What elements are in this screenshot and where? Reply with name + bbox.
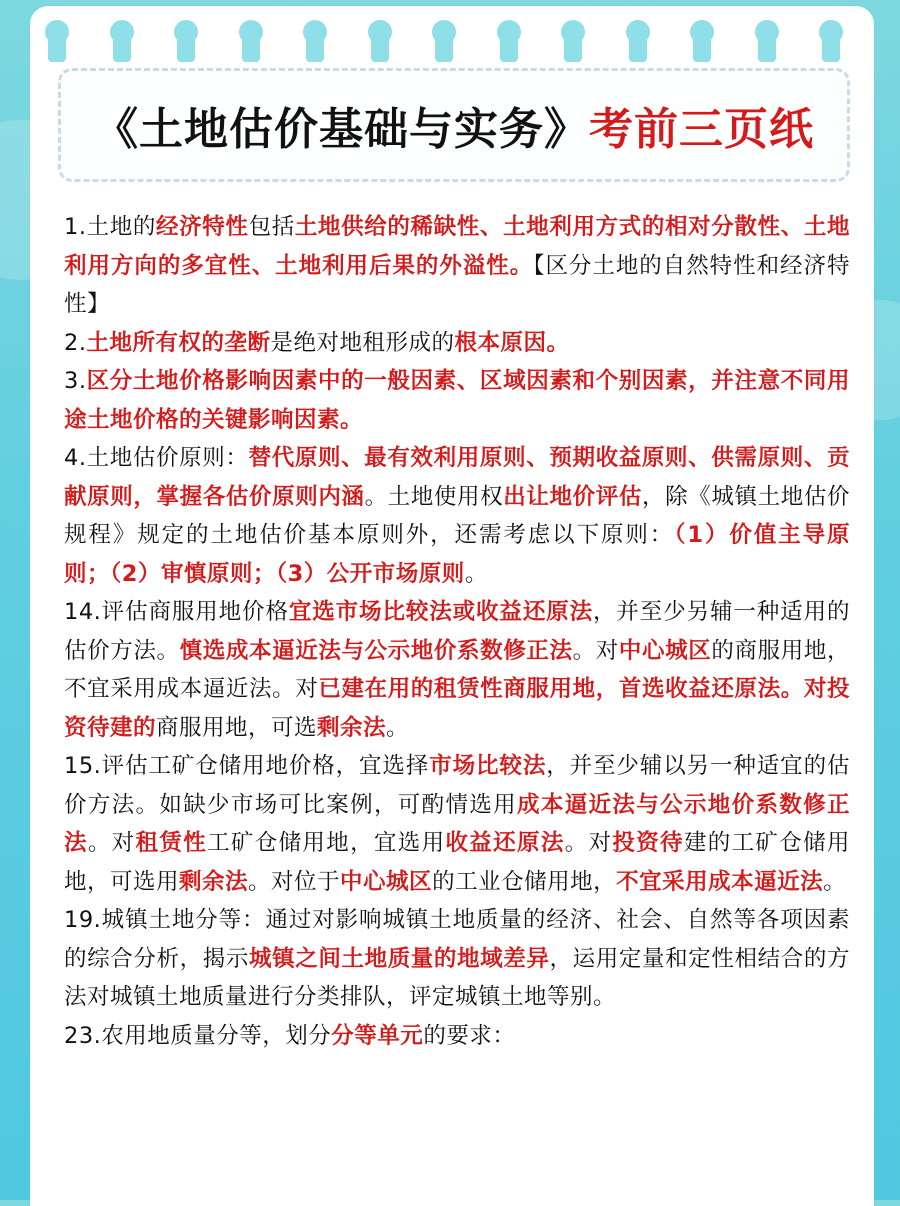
highlighted-text: 土地供给的稀缺性、土地利用方式的相对分散性、土地利用方向的多宜性、土地利用后果的外溢性。 [64, 214, 850, 279]
highlighted-text: 城镇之间土地质量的地域差异 [248, 945, 550, 972]
highlighted-text: 已建在用的租赁性商服用地，首选收益还原法。对投资待建的 [64, 676, 850, 741]
body-text: 。 [464, 560, 488, 587]
note-paragraph [64, 901, 850, 1017]
body-text: 的要求： [423, 1022, 516, 1049]
body-text: 商服用地，可选 [156, 714, 318, 741]
highlighted-text: 成本逼近法与公示地价系数修正法 [64, 791, 850, 856]
body-text: 。土地使用权 [364, 483, 504, 510]
note-paragraph [64, 747, 850, 901]
highlighted-text: 根本原因。 [454, 329, 570, 356]
binder-hole [44, 6, 70, 66]
body-text: 包括 [248, 214, 295, 240]
body-text: 建的工矿仓储用地，可选用 [64, 830, 850, 895]
highlighted-text: 投资待 [612, 830, 684, 856]
binder-hole [689, 6, 715, 66]
body-text: 是绝对地租形成的 [270, 329, 455, 356]
binder-hole [302, 6, 328, 66]
highlighted-text: 经济特性 [156, 214, 249, 240]
binder-hole [754, 6, 780, 66]
body-text: 的工业仓储用地， [432, 868, 617, 895]
body-text: 。 [823, 868, 847, 895]
page-title-main: 《土地估价基础与实务》 [94, 104, 589, 155]
note-paragraph [64, 208, 850, 324]
highlighted-text: 中心城区 [340, 868, 433, 895]
binder-hole [238, 6, 264, 66]
binder-hole [560, 6, 586, 66]
body-text: 工矿仓储用地，宜选用 [207, 830, 446, 856]
binder-hole [173, 6, 199, 66]
body-text: 4.土地估价原则： [64, 445, 249, 471]
title-box [58, 68, 850, 182]
body-text: 14.评估商服用地价格 [64, 599, 289, 625]
body-text: 。对 [564, 830, 613, 856]
binder-hole [367, 6, 393, 66]
highlighted-text: 市场比较法 [429, 753, 547, 779]
page-title [94, 93, 814, 157]
highlighted-text: 出让地价评估 [503, 483, 642, 510]
highlighted-text: 土地所有权的垄断 [86, 329, 271, 356]
note-paragraph [64, 324, 850, 363]
body-text: 19.城镇土地分等：通过对影响城镇土地质量的经济、社会、自然等各项因素的综合分析，揭示 [64, 907, 850, 972]
binder-hole [625, 6, 651, 66]
highlighted-text: 收益还原法 [445, 830, 565, 856]
highlighted-text: （1）价值主导原则；（2）审慎原则；（3）公开市场原则 [64, 522, 850, 587]
body-text: 23.农用地质量分等，划分 [64, 1022, 332, 1049]
highlighted-text: 中心城区 [618, 637, 712, 664]
binder-holes [30, 6, 874, 76]
body-text: 。对位于 [248, 868, 341, 895]
highlighted-text: 慎选成本逼近法与公示地价系数修正法 [179, 637, 573, 664]
note-paragraph [64, 593, 850, 747]
body-text: 3. [64, 368, 87, 394]
note-paragraph [64, 439, 850, 593]
body-text: ，除《城镇土地估价规程》规定的土地估价基本原则外，还需考虑以下原则： [64, 483, 850, 548]
body-text: ，并至少另辅一种适用的估价方法。 [64, 599, 850, 664]
binder-hole [818, 6, 844, 66]
body-text: 15.评估工矿仓储用地价格，宜选择 [64, 753, 430, 779]
body-text: 。对 [87, 830, 136, 856]
notebook-paper [30, 6, 874, 1206]
highlighted-text: 替代原则、最有效利用原则、预期收益原则、供需原则、贡献原则，掌握各估价原则内涵 [64, 445, 850, 510]
highlighted-text: 分等单元 [331, 1022, 424, 1049]
binder-hole [109, 6, 135, 66]
highlighted-text: 区分土地价格影响因素中的一般因素、区域因素和个别因素，并注意不同用途土地价格的关键影响因素。 [64, 368, 850, 433]
body-text: 【区分土地的自然特性和经济特性】 [64, 252, 850, 317]
body-text: 1.土地的 [64, 214, 157, 240]
notes-content [64, 208, 850, 1055]
body-text: 。对 [572, 637, 619, 664]
page-title-highlight: 考前三页纸 [589, 104, 814, 155]
highlighted-text: 宜选市场比较法或收益还原法 [288, 599, 594, 625]
body-text: ，运用定量和定性相结合的方法对城镇土地质量进行分类排队，评定城镇土地等别。 [64, 945, 850, 1010]
note-paragraph [64, 362, 850, 439]
highlighted-text: 剩余法 [317, 714, 387, 741]
body-text: 。 [386, 714, 410, 741]
binder-hole [496, 6, 522, 66]
binder-hole [431, 6, 457, 66]
note-paragraph [64, 1017, 850, 1056]
body-text: 的商服用地，不宜采用成本逼近法。对 [64, 637, 850, 702]
highlighted-text: 租赁性 [135, 830, 208, 856]
highlighted-text: 不宜采用成本逼近法 [616, 868, 824, 895]
body-text: ，并至少辅以另一种适宜的估价方法。如缺少市场可比案例，可酌情选用 [64, 753, 850, 818]
highlighted-text: 剩余法 [179, 868, 249, 895]
body-text: 2. [64, 329, 87, 356]
